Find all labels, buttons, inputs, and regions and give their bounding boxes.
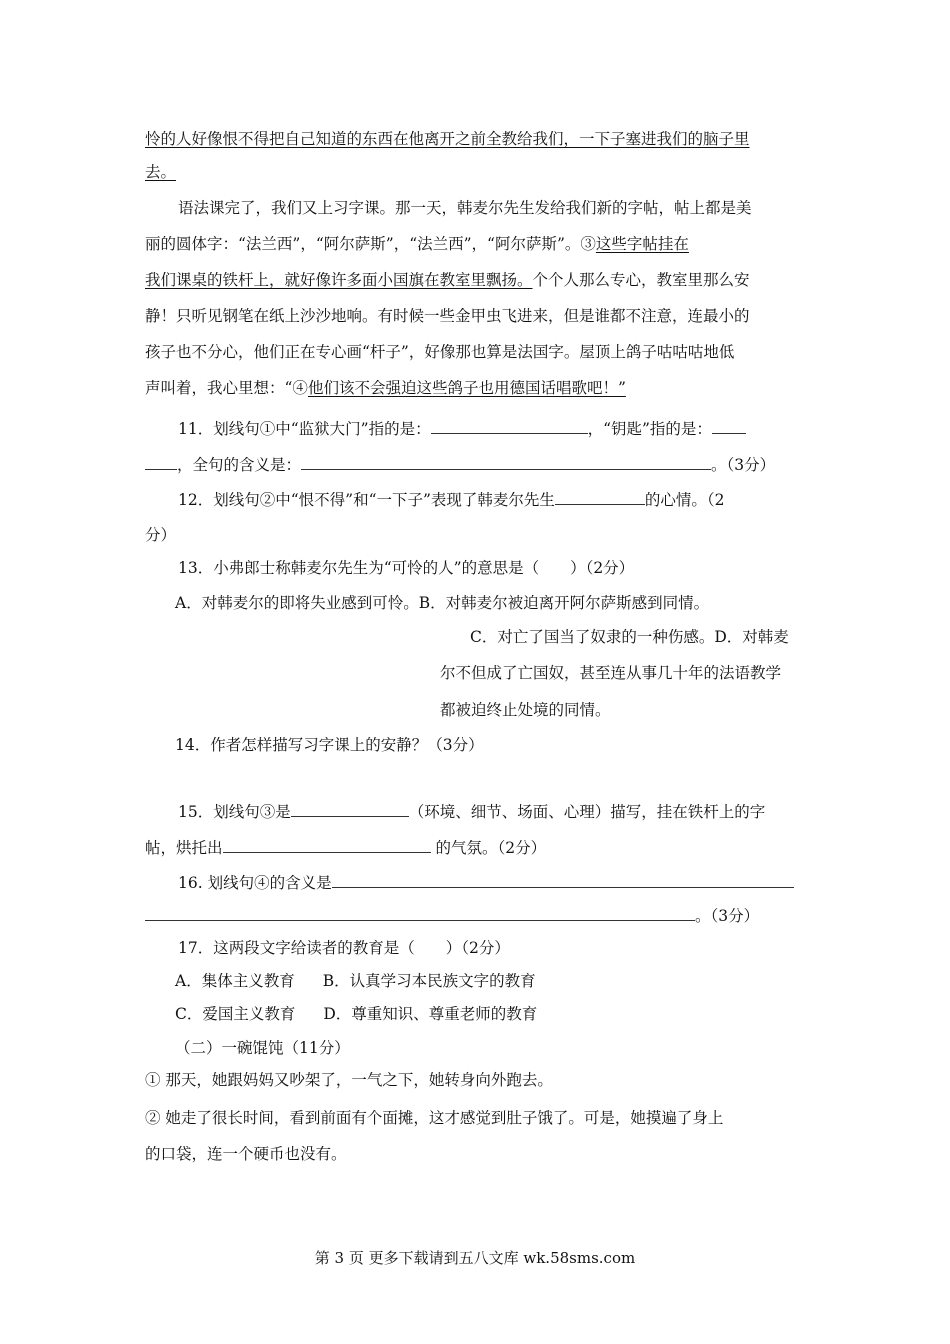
answer-blank[interactable] [431, 418, 588, 434]
underlined-sentence-3: 这些字帖挂在 [595, 235, 689, 253]
underlined-sentence-4: 他们该不会强迫这些鸽子也用德国话唱歌吧！” [307, 379, 626, 397]
passage-line [145, 378, 626, 398]
option-b: B．认真学习本民族文字的教育 [322, 972, 536, 990]
question-16 [178, 872, 794, 893]
answer-blank[interactable] [332, 872, 794, 888]
passage-line: ① 那天，她跟妈妈又吵架了，一气之下，她转身向外跑去。 [145, 1071, 553, 1089]
option-d: D．尊重知识、尊重老师的教育 [323, 1005, 538, 1023]
passage-line: 孩子也不分心，他们正在专心画“杆子”，好像那也算是法国字。屋顶上鸽子咕咕咕地低 [145, 343, 735, 361]
passage-text: 声叫着，我心里想：“④ [145, 379, 308, 397]
question-text: 。（3分） [695, 907, 760, 925]
answer-blank[interactable] [145, 454, 177, 470]
question-text: 的心情。（2 [644, 491, 725, 509]
option-line: C．对亡了国当了奴隶的一种伤感。D．对韩麦 [470, 628, 789, 646]
option-a: A．集体主义教育 [175, 972, 295, 990]
question-12 [178, 489, 725, 510]
question-text: 。（3分） [711, 456, 776, 474]
passage-line: 语法课完了，我们又上习字课。那一天，韩麦尔先生发给我们新的字帖，帖上都是美 [178, 199, 752, 217]
passage-text: 个个人那么专心，教室里那么安 [532, 271, 750, 289]
answer-blank[interactable] [291, 801, 409, 817]
passage-line: ② 她走了很长时间，看到前面有个面摊，这才感觉到肚子饿了。可是，她摸遍了身上 [145, 1109, 724, 1127]
option-line [175, 1004, 537, 1024]
question-text: 帖，烘托出 [145, 839, 223, 857]
passage-line: 的口袋，连一个硬币也没有。 [145, 1145, 347, 1163]
answer-blank[interactable] [145, 905, 695, 921]
option-line: 尔不但成了亡国奴，甚至连从事几十年的法语教学 [440, 664, 782, 682]
answer-blank[interactable] [223, 837, 431, 853]
option-line [175, 971, 536, 991]
passage-line [145, 234, 689, 254]
question-17: 17．这两段文字给读者的教育是（ ）（2分） [178, 939, 510, 957]
question-15 [178, 801, 765, 822]
question-13: 13．小弗郎士称韩麦尔先生为“可怜的人”的意思是（ ）（2分） [178, 559, 635, 577]
question-14: 14．作者怎样描写习字课上的安静？（3分） [175, 736, 484, 754]
option-c: C．爱国主义教育 [175, 1005, 296, 1023]
passage-line: 怜的人好像恨不得把自己知道的东西在他离开之前全教给我们，一下子塞进我们的脑子里 [145, 130, 750, 148]
question-text: 15．划线句③是 [178, 803, 291, 821]
question-11-cont [145, 454, 775, 475]
answer-blank[interactable] [301, 454, 711, 470]
question-text: ，全句的含义是： [177, 456, 302, 474]
answer-blank[interactable] [712, 418, 746, 434]
section-title: （二）一碗馄饨（11分） [175, 1039, 350, 1057]
option-line: A．对韩麦尔的即将失业感到可怜。B．对韩麦尔被迫离开阿尔萨斯感到同情。 [175, 594, 710, 612]
question-text: （环境、细节、场面、心理）描写，挂在铁杆上的字 [408, 803, 766, 821]
question-text: ，“钥匙”指的是： [587, 420, 712, 438]
answer-blank[interactable] [555, 489, 645, 505]
question-text: 11．划线句①中“监狱大门”指的是： [178, 420, 431, 438]
page-footer: 第 3 页 更多下载请到五八文库 wk.58sms.com [314, 1249, 636, 1267]
passage-line: 去。 [145, 163, 177, 181]
passage-line [145, 270, 750, 290]
passage-line: 静！只听见钢笔在纸上沙沙地响。有时候一些金甲虫飞进来，但是谁都不注意，连最小的 [145, 307, 750, 325]
question-text: 16. 划线句④的含义是 [178, 874, 332, 892]
question-12-cont: 分） [145, 526, 177, 544]
underlined-sentence-3: 我们课桌的铁杆上，就好像许多面小国旗在教室里飘扬。 [145, 271, 533, 289]
question-16-cont [145, 905, 759, 926]
question-text: 12．划线句②中“恨不得”和“一下子”表现了韩麦尔先生 [178, 491, 555, 509]
question-11 [178, 418, 746, 439]
passage-text: 丽的圆体字：“法兰西”，“阿尔萨斯”，“法兰西”，“阿尔萨斯”。③ [145, 235, 596, 253]
option-line: 都被迫终止处境的同情。 [440, 701, 611, 719]
question-15-cont [145, 837, 546, 858]
question-text: 的气氛。（2分） [435, 839, 547, 857]
